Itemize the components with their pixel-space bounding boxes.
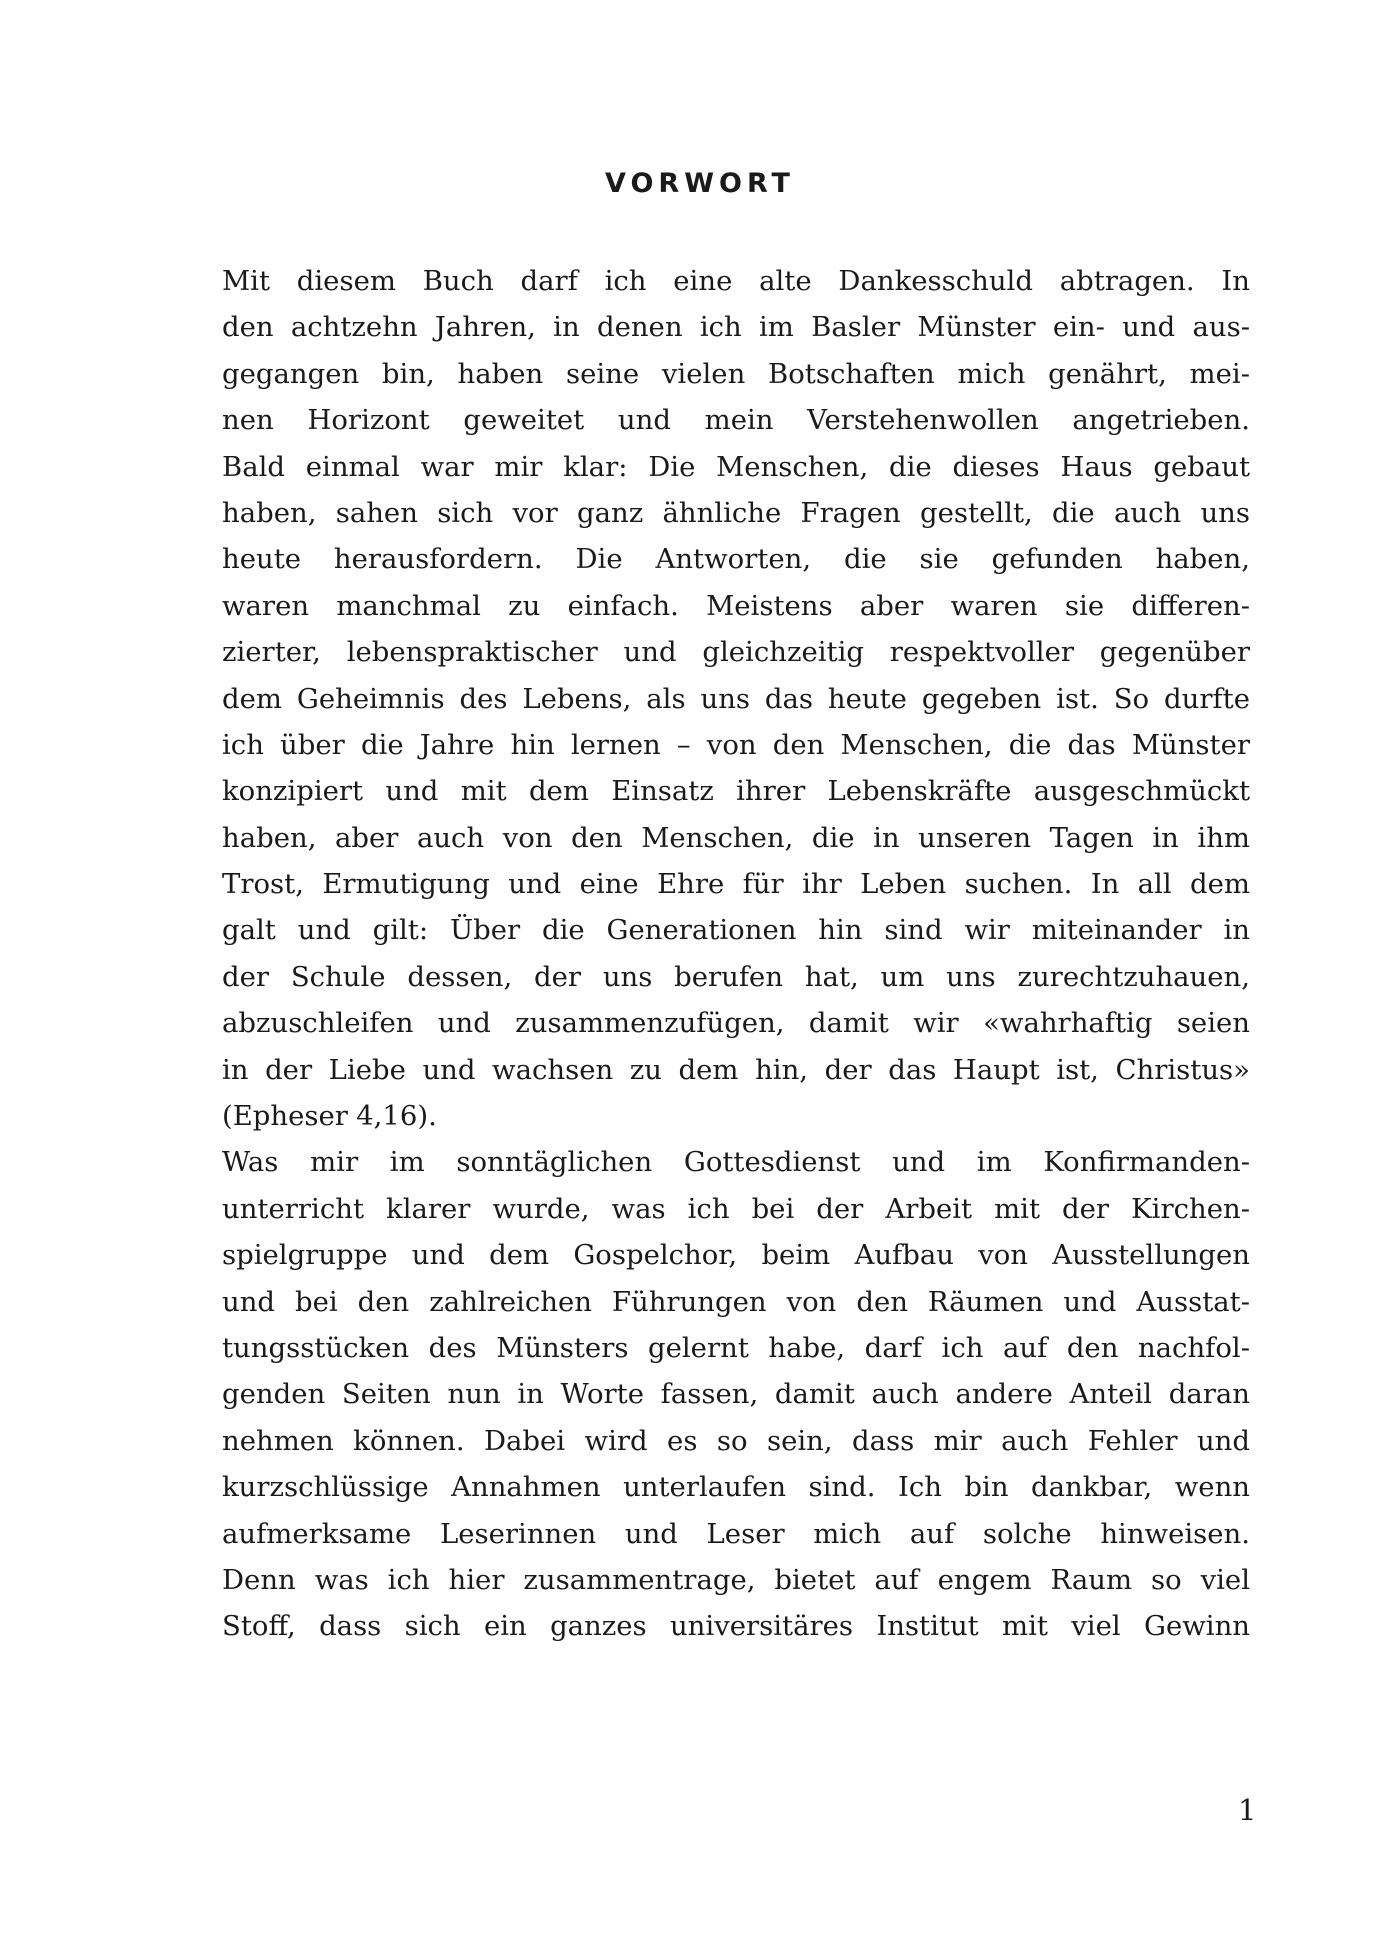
text-line: tungsstücken des Münsters gelernt habe, darf ich auf den nachfol- [222, 1331, 1250, 1364]
text-line: waren manchmal zu einfach. Meistens aber waren sie differen- [222, 589, 1250, 622]
text-line: (Epheser 4,16). [222, 1100, 437, 1133]
page-number: 1 [1238, 1793, 1257, 1827]
text-line: dem Geheimnis des Lebens, als uns das heute gegeben ist. So durfte [222, 682, 1250, 715]
text-line: Was mir im sonntäglichen Gottesdienst und im Konfirmanden- [222, 1146, 1250, 1179]
paragraph [182, 1139, 1250, 1649]
text-line: und bei den zahlreichen Führungen von den Räumen und Ausstat- [222, 1285, 1250, 1318]
text-line: Trost, Ermutigung und eine Ehre für ihr Leben suchen. In all dem [222, 868, 1250, 901]
text-line: galt und gilt: Über die Generationen hin sind wir miteinander in [222, 914, 1250, 947]
text-line: Bald einmal war mir klar: Die Menschen, die dieses Haus gebaut [222, 450, 1250, 483]
text-line: genden Seiten nun in Worte fassen, damit auch andere Anteil daran [222, 1378, 1250, 1411]
text-line: nehmen können. Dabei wird es so sein, dass mir auch Fehler und [222, 1424, 1250, 1457]
text-line: heute herausfordern. Die Antworten, die sie gefunden haben, [222, 543, 1250, 576]
text-line: spielgruppe und dem Gospelchor, beim Aufbau von Ausstellungen [222, 1239, 1250, 1272]
text-line: der Schule dessen, der uns berufen hat, um uns zurechtzuhauen, [222, 960, 1250, 993]
text-line: Stoff, dass sich ein ganzes universitäres Institut mit viel Gewinn [222, 1610, 1250, 1643]
text-line: aufmerksame Leserinnen und Leser mich auf solche hinweisen. [222, 1517, 1250, 1550]
text-line: konzipiert und mit dem Einsatz ihrer Lebenskräfte ausgeschmückt [222, 775, 1250, 808]
text-line: abzuschleifen und zusammenzufügen, damit wir «wahrhaftig seien [222, 1007, 1250, 1040]
text-line: Denn was ich hier zusammentrage, bietet auf engem Raum so viel [222, 1563, 1250, 1596]
page-title: VORWORT [605, 168, 795, 199]
text-line: unterricht klarer wurde, was ich bei der Arbeit mit der Kirchen- [222, 1192, 1250, 1225]
text-line: haben, sahen sich vor ganz ähnliche Fragen gestellt, die auch uns [222, 496, 1250, 529]
text-line: ich über die Jahre hin lernen – von den Menschen, die das Münster [222, 728, 1250, 761]
text-line: Mit diesem Buch darf ich eine alte Dankesschuld abtragen. In [222, 265, 1250, 297]
text-line: den achtzehn Jahren, in denen ich im Basler Münster ein- und aus- [222, 311, 1250, 344]
text-line: in der Liebe und wachsen zu dem hin, der das Haupt ist, Christus» [222, 1053, 1250, 1086]
body-text [182, 258, 1250, 1650]
text-line: gegangen bin, haben seine vielen Botschaften mich genährt, mei- [222, 357, 1250, 390]
text-line: nen Horizont geweitet und mein Verstehenwollen angetrieben. [222, 404, 1250, 437]
text-line: kurzschlüssige Annahmen unterlaufen sind. Ich bin dankbar, wenn [222, 1471, 1250, 1504]
text-line: zierter, lebenspraktischer und gleichzeitig respektvoller gegenüber [222, 636, 1250, 669]
paragraph [182, 258, 1250, 1139]
text-line: haben, aber auch von den Menschen, die in unseren Tagen in ihm [222, 821, 1250, 854]
